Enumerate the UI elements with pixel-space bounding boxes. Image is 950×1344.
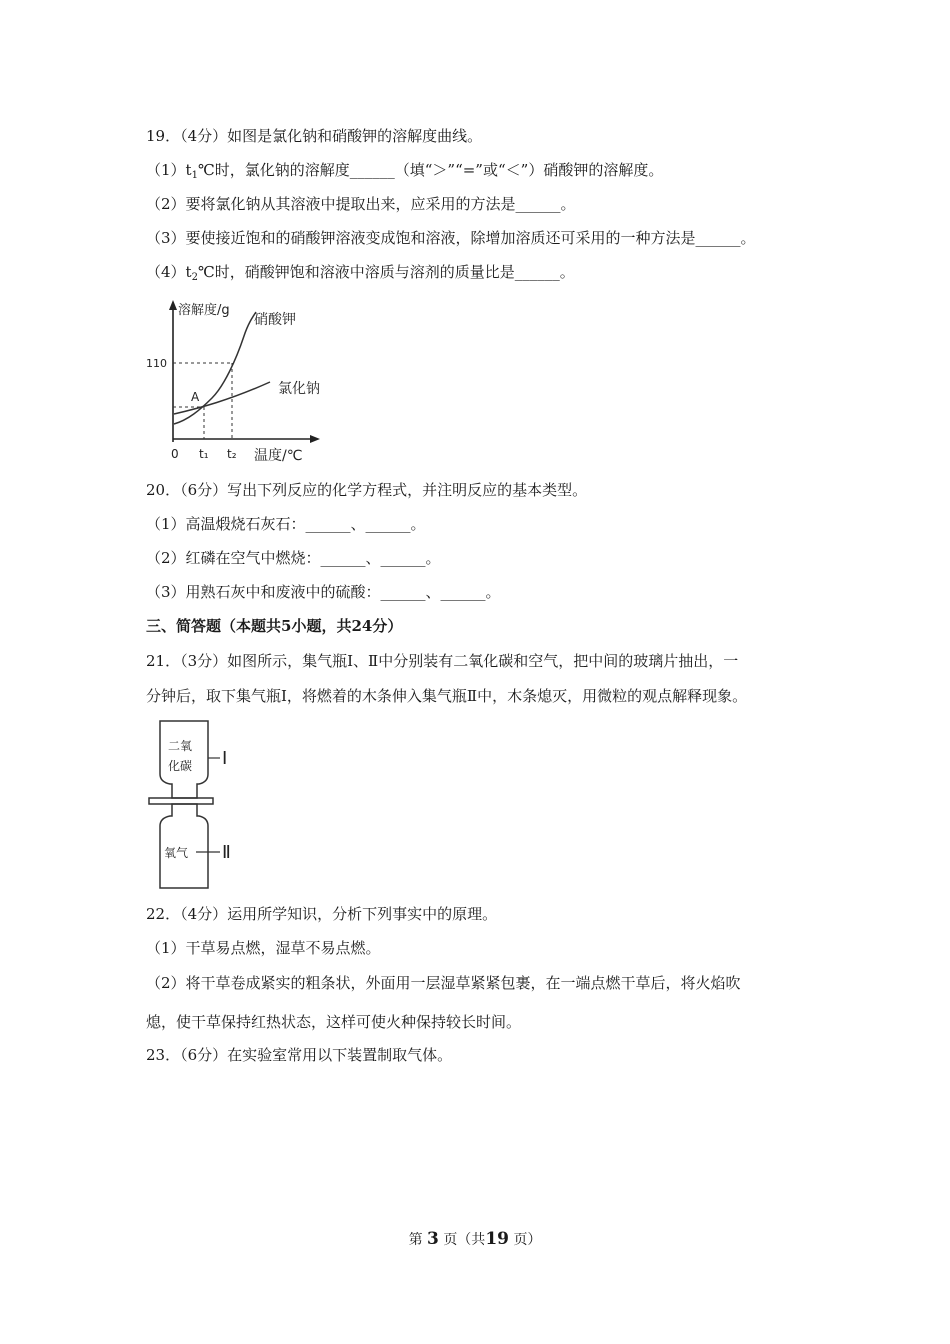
q20-part2: （2）红磷在空气中燃烧：______、______。: [146, 549, 441, 567]
point-a-label: A: [191, 390, 200, 404]
q19-part2: （2）要将氯化钠从其溶液中提取出来，应采用的方法是______。: [146, 195, 576, 213]
bottom-jar-roman: Ⅱ: [222, 842, 231, 863]
q22-part1: （1）干草易点燃，湿草不易点燃。: [146, 939, 381, 957]
page-number: 3: [427, 1229, 439, 1249]
q21-line2: 分钟后，取下集气瓶Ⅰ，将燃着的木条伸入集气瓶Ⅱ中，木条熄灭，用微粒的观点解释现象。: [146, 687, 748, 705]
section-heading: 三、简答题（本题共5小题，共24分）: [146, 617, 403, 635]
top-jar-label-2: 化碳: [168, 759, 193, 773]
bottom-jar-label: 氧气: [164, 846, 189, 860]
q20-stem: 20．（6分）写出下列反应的化学方程式，并注明反应的基本类型。: [146, 481, 588, 499]
origin-label: 0: [171, 447, 179, 461]
top-jar-label-1: 二氧: [168, 739, 193, 753]
y-tick-110: 110: [146, 357, 167, 370]
q23-stem: 23．（6分）在实验室常用以下装置制取气体。: [146, 1046, 453, 1064]
page-footer: 第 3 页（共19 页）: [408, 1229, 542, 1249]
gas-jar-figure: [144, 718, 254, 896]
solubility-curve-figure: [140, 296, 340, 468]
q22-part2-line1: （2）将干草卷成紧实的粗条状，外面用一层湿草紧紧包裹，在一端点燃干草后，将火焰吹: [146, 974, 741, 992]
q19-part4: $(4)t_2℃$时，硝酸钾饱和溶液中溶质与溶剂的质量比是______。: [146, 263, 575, 283]
nacl-curve: [174, 382, 270, 414]
nacl-label: 氯化钠: [278, 381, 320, 397]
top-jar-roman: Ⅰ: [222, 748, 228, 769]
q20-part1: （1）高温煅烧石灰石：______、______。: [146, 515, 426, 533]
x-axis-arrow: [310, 435, 320, 443]
q21-line1: 21．（3分）如图所示，集气瓶Ⅰ、Ⅱ中分别装有二氧化碳和空气，把中间的玻璃片抽出，一: [146, 652, 739, 670]
q19-stem: 19．（4分）如图是氯化钠和硝酸钾的溶解度曲线。: [146, 127, 483, 145]
y-axis-arrow: [169, 300, 177, 310]
x-axis-label: 温度/℃: [254, 448, 303, 464]
q22-part2-line2: 熄，使干草保持红热状态，这样可使火种保持较长时间。: [146, 1013, 522, 1031]
q20-part3: （3）用熟石灰中和废液中的硫酸：______、______。: [146, 583, 501, 601]
t2-label: t₂: [227, 447, 237, 461]
q19-part3: （3）要使接近饱和的硝酸钾溶液变成饱和溶液，除增加溶质还可采用的一种方法是______。: [146, 229, 756, 247]
glass-plate: [149, 798, 213, 804]
kno3-label: 硝酸钾: [254, 312, 296, 328]
q22-stem: 22．（4分）运用所学知识，分析下列事实中的原理。: [146, 905, 498, 923]
total-pages: 19: [485, 1229, 509, 1249]
q19-part1: $(1)t_1℃$时，氯化钠的溶解度______（填“＞”“=”或“＜”）硝酸钾的溶解度。: [146, 161, 664, 181]
t1-label: t₁: [199, 447, 209, 461]
y-axis-label: 溶解度/g: [178, 303, 230, 318]
